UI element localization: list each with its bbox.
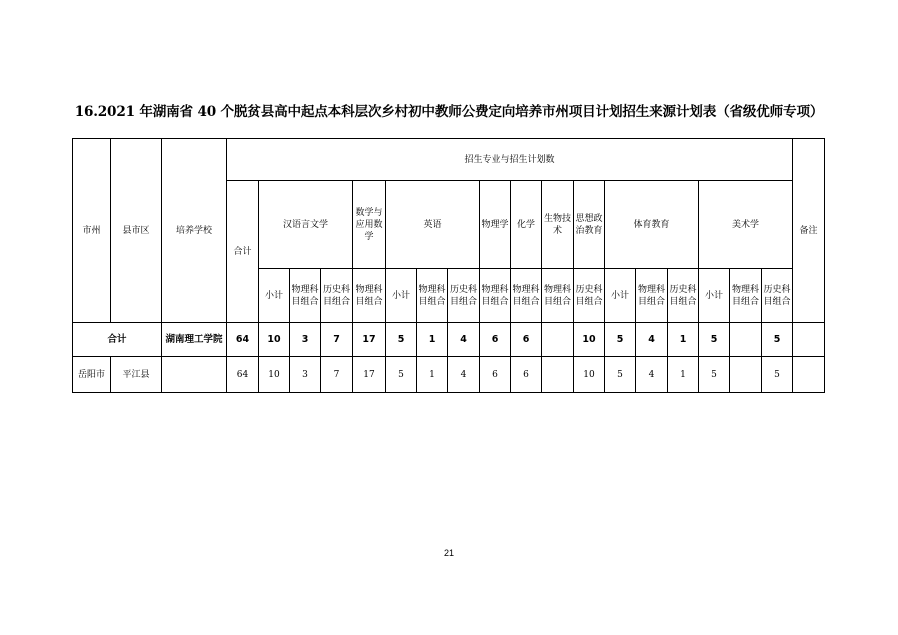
total-cell: 5	[386, 323, 417, 357]
subheader-english-hist: 历史科目组合	[448, 269, 480, 323]
subheader-chinese-phys: 物理科目组合	[290, 269, 321, 323]
total-label: 合计	[73, 323, 162, 357]
header-art: 美术学	[699, 181, 793, 269]
header-chemistry: 化学	[511, 181, 542, 269]
row-cell: 3	[290, 357, 321, 393]
total-cell: 1	[668, 323, 699, 357]
header-math: 数学与应用数学	[353, 181, 386, 269]
subheader-pe-hist: 历史科目组合	[668, 269, 699, 323]
total-cell	[542, 323, 574, 357]
header-total: 合计	[227, 181, 259, 323]
table-row-total	[73, 323, 825, 357]
row-cell: 17	[353, 357, 386, 393]
subheader-chemistry-phys: 物理科目组合	[511, 269, 542, 323]
header-biology: 生物技术	[542, 181, 574, 269]
row-cell: 10	[259, 357, 290, 393]
row-cell: 5	[605, 357, 636, 393]
header-politics: 思想政治教育	[574, 181, 605, 269]
subheader-math-phys: 物理科目组合	[353, 269, 386, 323]
row-cell: 10	[574, 357, 605, 393]
row-city: 岳阳市	[73, 357, 111, 393]
header-physics: 物理学	[480, 181, 511, 269]
header-pe: 体育教育	[605, 181, 699, 269]
total-cell: 1	[417, 323, 448, 357]
header-school: 培养学校	[162, 139, 227, 323]
subheader-art-phys: 物理科目组合	[730, 269, 762, 323]
total-cell: 4	[448, 323, 480, 357]
total-remark	[793, 323, 825, 357]
total-cell: 10	[574, 323, 605, 357]
row-cell: 5	[699, 357, 730, 393]
subheader-politics-hist: 历史科目组合	[574, 269, 605, 323]
row-county: 平江县	[111, 357, 162, 393]
row-cell: 4	[636, 357, 668, 393]
row-cell: 4	[448, 357, 480, 393]
header-english: 英语	[386, 181, 480, 269]
total-cell: 5	[605, 323, 636, 357]
row-cell: 6	[511, 357, 542, 393]
row-cell: 6	[480, 357, 511, 393]
subheader-pe-phys: 物理科目组合	[636, 269, 668, 323]
row-remark	[793, 357, 825, 393]
total-cell	[730, 323, 762, 357]
subheader-physics-phys: 物理科目组合	[480, 269, 511, 323]
total-cell: 3	[290, 323, 321, 357]
row-cell	[542, 357, 574, 393]
header-remark: 备注	[793, 139, 825, 323]
header-city: 市州	[73, 139, 111, 323]
subheader-pe-subtotal: 小计	[605, 269, 636, 323]
row-cell	[730, 357, 762, 393]
total-cell: 64	[227, 323, 259, 357]
row-cell: 5	[762, 357, 793, 393]
page-number: 21	[443, 548, 454, 558]
total-cell: 5	[699, 323, 730, 357]
subheader-english-subtotal: 小计	[386, 269, 417, 323]
total-cell: 6	[480, 323, 511, 357]
subheader-art-subtotal: 小计	[699, 269, 730, 323]
enrollment-plan-table	[72, 138, 825, 393]
header-county: 县市区	[111, 139, 162, 323]
row-school	[162, 357, 227, 393]
header-plan-group: 招生专业与招生计划数	[227, 139, 793, 181]
total-cell: 6	[511, 323, 542, 357]
subheader-chinese-hist: 历史科目组合	[321, 269, 353, 323]
header-chinese: 汉语言文学	[259, 181, 353, 269]
total-cell: 4	[636, 323, 668, 357]
table-row	[73, 357, 825, 393]
row-cell: 1	[668, 357, 699, 393]
total-school: 湖南理工学院	[162, 323, 227, 357]
page-title: 16.2021 年湖南省 40 个脱贫县高中起点本科层次乡村初中教师公费定向培养市州项目计划招生来源计划表（省级优师专项）	[74, 104, 824, 120]
subheader-art-hist: 历史科目组合	[762, 269, 793, 323]
subheader-english-phys: 物理科目组合	[417, 269, 448, 323]
total-cell: 17	[353, 323, 386, 357]
subheader-chinese-subtotal: 小计	[259, 269, 290, 323]
row-cell: 64	[227, 357, 259, 393]
subheader-biology-phys: 物理科目组合	[542, 269, 574, 323]
row-cell: 7	[321, 357, 353, 393]
total-cell: 10	[259, 323, 290, 357]
total-cell: 5	[762, 323, 793, 357]
row-cell: 5	[386, 357, 417, 393]
total-cell: 7	[321, 323, 353, 357]
row-cell: 1	[417, 357, 448, 393]
